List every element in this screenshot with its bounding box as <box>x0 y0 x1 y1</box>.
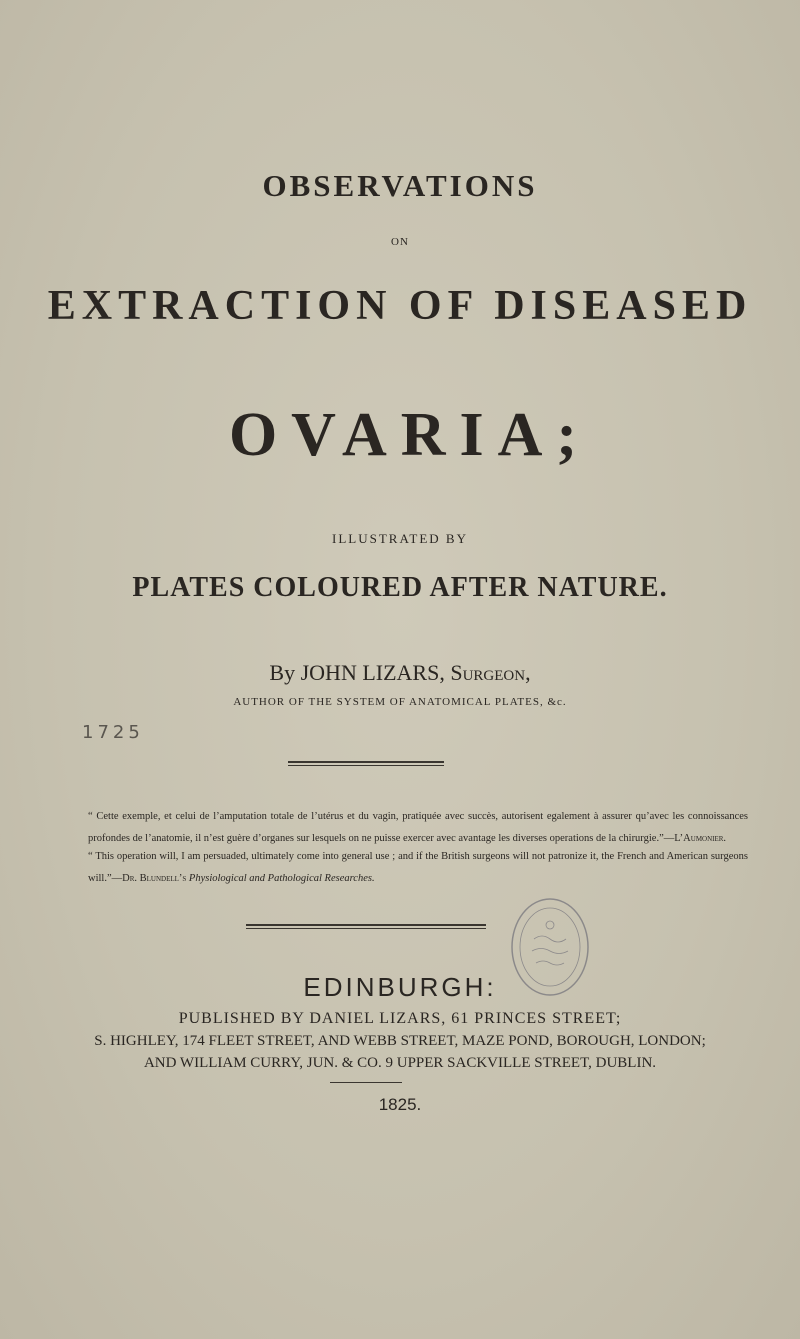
quote-english-source: Physiological and Pathological Researches. <box>188 873 375 884</box>
divider-top-thin <box>288 765 444 766</box>
author-line <box>0 660 800 686</box>
divider-middle-thin <box>246 928 486 929</box>
quote-english <box>88 846 748 890</box>
author-role: Surgeon, <box>450 660 531 685</box>
title-illustrated: ILLUSTRATED BY <box>332 531 468 546</box>
title-on: ON <box>391 236 409 248</box>
pencil-annotation: 1725 <box>82 722 144 743</box>
imprint-year: 1825. <box>378 1095 422 1114</box>
quote-french-text: “ Cette exemple, et celui de l’amputation totale de l’utérus et du vagin, pratiquée avec succès, autorisent egalement à assurer qu’avec les connoissances profondes de l’anatomie, il n’est guère d’organes sur lesquels on ne puisse exercer avec avantage les diverses operations de la chirurgie.”— <box>88 811 748 844</box>
author-credit: AUTHOR OF THE SYSTEM OF ANATOMICAL PLATES, &c. <box>233 696 567 708</box>
imprint-city: EDINBURGH: <box>303 972 497 1002</box>
quote-french-attribution: L’Aumonier. <box>674 833 727 844</box>
title-observations: OBSERVATIONS <box>262 168 538 203</box>
imprint-publisher: PUBLISHED BY DANIEL LIZARS, 61 PRINCES STREET; <box>178 1010 622 1027</box>
imprint-london: S. HIGHLEY, 174 FLEET STREET, AND WEBB STREET, MAZE POND, BOROUGH, LONDON; <box>94 1033 706 1049</box>
quote-french <box>88 806 748 850</box>
title-extraction: EXTRACTION OF DISEASED <box>47 283 753 329</box>
quote-english-attribution: Dr. Blundell’s <box>122 873 187 884</box>
author-by: By <box>269 660 296 685</box>
divider-middle <box>246 924 486 926</box>
divider-bottom <box>330 1082 402 1083</box>
title-plates: PLATES COLOURED AFTER NATURE. <box>132 572 668 603</box>
title-ovaria: OVARIA; <box>228 401 592 469</box>
divider-top <box>288 761 444 763</box>
quote-english-text: “ This operation will, I am persuaded, ultimately come into general use ; and if the British surgeons will not patronize it, the French and American surgeons will.”— <box>88 851 748 884</box>
author-name: JOHN LIZARS, <box>300 660 445 685</box>
imprint-dublin: AND WILLIAM CURRY, JUN. & CO. 9 UPPER SACKVILLE STREET, DUBLIN. <box>143 1055 657 1071</box>
